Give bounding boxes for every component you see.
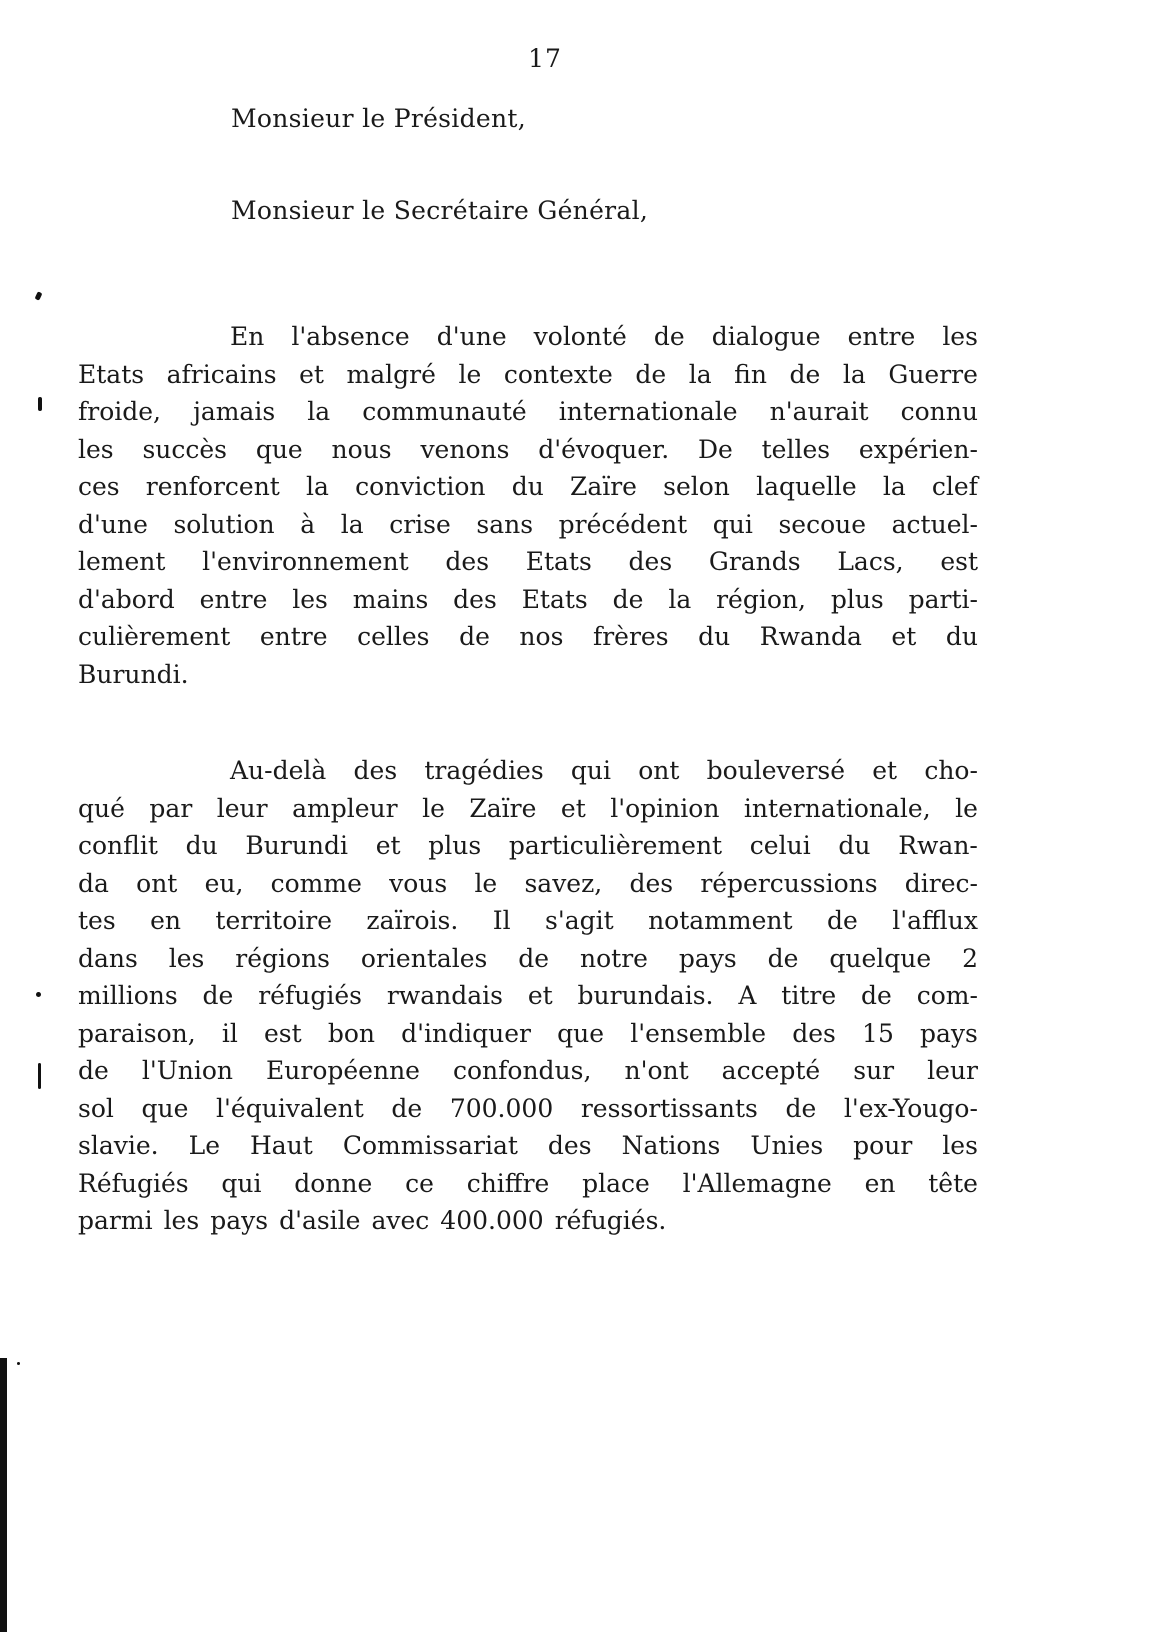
word: telles — [761, 434, 831, 464]
word: orientales — [360, 943, 488, 973]
word: de — [202, 981, 234, 1010]
word: de — [518, 943, 550, 973]
word: jamais — [193, 397, 276, 426]
word: Etats — [521, 584, 588, 614]
word: vous — [389, 868, 448, 898]
text-line — [78, 318, 978, 356]
word: En — [230, 322, 265, 351]
word: 400.000 — [440, 1206, 544, 1235]
word: expérien- — [858, 434, 978, 464]
word: des — [445, 547, 490, 576]
word: est — [940, 547, 978, 576]
word: répercussions — [700, 868, 878, 898]
word: notre — [580, 943, 648, 973]
scan-speck — [38, 397, 42, 411]
word: Unies — [750, 1131, 824, 1160]
text-line — [78, 356, 978, 394]
word: celui — [749, 831, 811, 860]
word: de — [785, 1093, 817, 1123]
word: qui — [221, 1168, 262, 1198]
word: de — [635, 359, 667, 389]
word: bouleversé — [706, 756, 846, 785]
word: ces — [78, 472, 120, 501]
page-number: 17 — [528, 44, 562, 73]
word: communauté — [362, 397, 527, 426]
word: pour — [853, 1131, 913, 1160]
text-line — [78, 1052, 978, 1090]
word: burundais. — [577, 981, 714, 1010]
paragraph-2 — [78, 752, 978, 1240]
word: entre — [259, 622, 328, 651]
word: particulièrement — [508, 831, 723, 860]
word: Zaïre — [569, 472, 637, 501]
word: notamment — [648, 906, 793, 935]
word: de — [78, 1056, 109, 1085]
word: Grands — [708, 547, 801, 576]
word: en — [150, 906, 181, 935]
word: des — [353, 756, 398, 785]
word: la — [842, 359, 866, 389]
word: Commissariat — [342, 1131, 518, 1160]
word: les — [78, 434, 114, 464]
word: des — [547, 1131, 592, 1160]
word: paraison, — [78, 1018, 196, 1048]
text-line — [78, 977, 978, 1015]
word: quelque — [829, 943, 932, 973]
word: l'opinion — [610, 793, 720, 823]
word: que — [557, 1018, 605, 1048]
word: nos — [519, 622, 564, 651]
word: donne — [294, 1168, 373, 1198]
word: frères — [592, 622, 669, 651]
word: il — [221, 1018, 238, 1048]
word: et — [872, 756, 898, 785]
word: le — [422, 793, 445, 823]
text-line — [78, 1165, 978, 1203]
word: africains — [166, 359, 277, 389]
word: du — [511, 472, 544, 501]
word: que — [141, 1093, 189, 1123]
word: l'environnement — [202, 547, 409, 576]
word: qué — [78, 793, 125, 823]
word: d'une — [78, 509, 148, 539]
word: zaïrois. — [366, 906, 459, 935]
word: cho- — [924, 756, 978, 785]
word: et — [891, 622, 917, 651]
word: du — [838, 831, 871, 860]
word: secoue — [778, 509, 867, 539]
text-line — [78, 543, 978, 581]
word: réfugiés — [258, 981, 362, 1010]
scan-edge-shadow — [0, 1358, 7, 1632]
word: froide, — [78, 397, 161, 426]
word: l'ensemble — [630, 1018, 767, 1048]
word: les — [168, 943, 205, 973]
word: dialogue — [711, 322, 821, 351]
word: pays — [920, 1018, 978, 1048]
word: de — [459, 622, 490, 651]
word: de — [391, 1093, 423, 1123]
word: ont — [136, 868, 178, 898]
word: d'une — [436, 322, 507, 351]
text-line — [78, 752, 978, 790]
word: plus — [428, 831, 482, 860]
word: 700.000 — [449, 1093, 554, 1123]
word: De — [697, 434, 733, 464]
word: tes — [78, 906, 116, 935]
word: savez, — [524, 868, 603, 898]
word: territoire — [215, 906, 332, 935]
word: sol — [78, 1093, 114, 1123]
word: en — [864, 1168, 896, 1198]
word: Au-delà — [230, 756, 327, 785]
scan-speck — [36, 992, 41, 997]
word: la — [882, 472, 906, 501]
word: du — [185, 831, 218, 860]
word: la — [340, 509, 364, 539]
word: eu, — [204, 868, 244, 898]
text-line — [78, 656, 978, 694]
word: contexte — [503, 359, 613, 389]
text-line — [78, 506, 978, 544]
word: sur — [853, 1056, 895, 1085]
word: leur — [927, 1056, 978, 1085]
word: du — [698, 622, 731, 651]
word: ont — [638, 756, 680, 785]
text-line — [78, 1015, 978, 1053]
word: de — [612, 584, 644, 614]
word: culièrement — [78, 622, 231, 651]
word: millions — [78, 981, 178, 1010]
word: régions — [235, 943, 331, 973]
word: qui — [712, 509, 753, 539]
word: confondus, — [453, 1056, 592, 1085]
word: direc- — [904, 868, 978, 898]
word: est — [264, 1018, 302, 1048]
word: à — [300, 509, 316, 539]
word: de — [789, 359, 821, 389]
word: avec — [371, 1206, 430, 1235]
word: internationale, — [743, 793, 931, 823]
word: par — [149, 793, 193, 823]
text-line — [78, 581, 978, 619]
word: l'Union — [141, 1056, 234, 1085]
word: d'évoquer. — [538, 434, 670, 464]
word: bon — [327, 1018, 375, 1048]
word: des — [453, 584, 497, 614]
word: laquelle — [756, 472, 857, 501]
word: la — [306, 472, 329, 501]
salutation-president: Monsieur le Président, — [231, 104, 526, 133]
word: plus — [830, 584, 884, 614]
word: l'ex-Yougo- — [843, 1093, 978, 1123]
text-line — [78, 827, 978, 865]
text-line — [78, 1202, 978, 1240]
text-line — [78, 1090, 978, 1128]
word: solution — [173, 509, 275, 539]
word: l'équivalent — [216, 1093, 364, 1123]
word: ce — [405, 1168, 434, 1198]
text-line — [78, 1127, 978, 1165]
word: des — [792, 1018, 836, 1048]
word: sans — [476, 509, 534, 539]
word: Réfugiés — [78, 1168, 189, 1198]
word: celles — [357, 622, 430, 651]
word: Nations — [621, 1131, 721, 1160]
word: succès — [142, 434, 227, 464]
word: crise — [389, 509, 451, 539]
word: de — [767, 943, 799, 973]
word: d'asile — [279, 1206, 361, 1235]
word: A — [738, 981, 757, 1010]
word: qui — [570, 756, 611, 785]
word: d'abord — [78, 584, 175, 614]
word: et — [560, 793, 586, 823]
word: le — [474, 868, 498, 898]
word: et — [375, 831, 401, 860]
word: selon — [663, 472, 730, 501]
word: des — [629, 868, 674, 898]
word: la — [307, 397, 331, 426]
word: précédent — [558, 509, 688, 539]
paragraph-1 — [78, 318, 978, 693]
word: Rwanda — [759, 622, 862, 651]
word: pays — [678, 943, 737, 973]
word: n'ont — [624, 1056, 689, 1085]
word: 15 — [862, 1018, 894, 1048]
word: nous — [331, 434, 392, 464]
text-line — [78, 902, 978, 940]
word: parmi — [78, 1206, 153, 1235]
word: leur — [216, 793, 268, 823]
word: slavie. — [78, 1131, 159, 1160]
word: entre — [847, 322, 916, 351]
word: s'agit — [545, 906, 614, 935]
word: Lacs, — [837, 547, 904, 576]
word: l'Allemagne — [682, 1168, 832, 1198]
word: comme — [270, 868, 362, 898]
salutation-secretary-general: Monsieur le Secrétaire Général, — [231, 196, 649, 225]
word: com- — [916, 981, 978, 1010]
word: conviction — [355, 472, 486, 501]
word: ampleur — [292, 793, 398, 823]
word: tragédies — [424, 756, 544, 785]
word: l'afflux — [892, 906, 978, 935]
text-line — [78, 431, 978, 469]
word: les — [942, 322, 978, 351]
word: ressortissants — [580, 1093, 758, 1123]
word: la — [668, 584, 692, 614]
word: accepté — [721, 1056, 821, 1085]
word: 2 — [962, 943, 978, 973]
text-line — [78, 393, 978, 431]
word: tête — [928, 1168, 978, 1198]
word: connu — [900, 397, 978, 426]
word: des — [628, 547, 673, 576]
word: chiffre — [466, 1168, 550, 1198]
word: du — [945, 622, 978, 651]
word: réfugiés. — [554, 1206, 667, 1235]
word: Il — [492, 906, 511, 935]
word: clef — [931, 472, 978, 501]
text-line — [78, 865, 978, 903]
word: volonté — [533, 322, 627, 351]
word: Haut — [250, 1131, 313, 1160]
word: Guerre — [888, 359, 978, 389]
word: mains — [352, 584, 429, 614]
word: Le — [188, 1131, 220, 1160]
text-line — [78, 940, 978, 978]
word: de — [861, 981, 892, 1010]
word: d'indiquer — [401, 1018, 531, 1048]
word: renforcent — [145, 472, 280, 501]
word: Burundi — [245, 831, 349, 860]
word: lement — [78, 547, 166, 576]
word: de — [826, 906, 858, 935]
word: Etats — [525, 547, 592, 576]
word: actuel- — [891, 509, 978, 539]
word: internationale — [558, 397, 738, 426]
word: titre — [781, 981, 837, 1010]
word: les — [942, 1131, 978, 1160]
word: que — [255, 434, 303, 464]
scan-speck — [38, 1063, 41, 1089]
scan-speck — [35, 291, 43, 300]
word: da — [78, 868, 109, 898]
word: les — [292, 584, 328, 614]
word: malgré — [346, 359, 436, 389]
text-line — [78, 468, 978, 506]
word: et — [299, 359, 324, 389]
word: dans — [78, 943, 138, 973]
word: pays — [210, 1206, 269, 1235]
word: Européenne — [266, 1056, 420, 1085]
word: le — [458, 359, 482, 389]
text-line — [78, 790, 978, 828]
word: le — [955, 793, 978, 823]
word: entre — [199, 584, 268, 614]
word: de — [653, 322, 685, 351]
word: les — [163, 1206, 200, 1235]
word: et — [527, 981, 553, 1010]
word: l'absence — [291, 322, 410, 351]
word: place — [582, 1168, 650, 1198]
word: Burundi. — [78, 659, 189, 689]
word: conflit — [78, 831, 158, 860]
word: fin — [734, 359, 767, 389]
word: région, — [716, 584, 806, 614]
word: venons — [420, 434, 510, 464]
text-line — [78, 618, 978, 656]
word: la — [688, 359, 712, 389]
word: Etats — [78, 359, 145, 389]
word: rwandais — [386, 981, 503, 1010]
word: n'aurait — [769, 397, 869, 426]
word: parti- — [908, 584, 978, 614]
word: Zaïre — [469, 793, 537, 823]
scan-speck — [17, 1362, 20, 1365]
word: Rwan- — [898, 831, 978, 860]
